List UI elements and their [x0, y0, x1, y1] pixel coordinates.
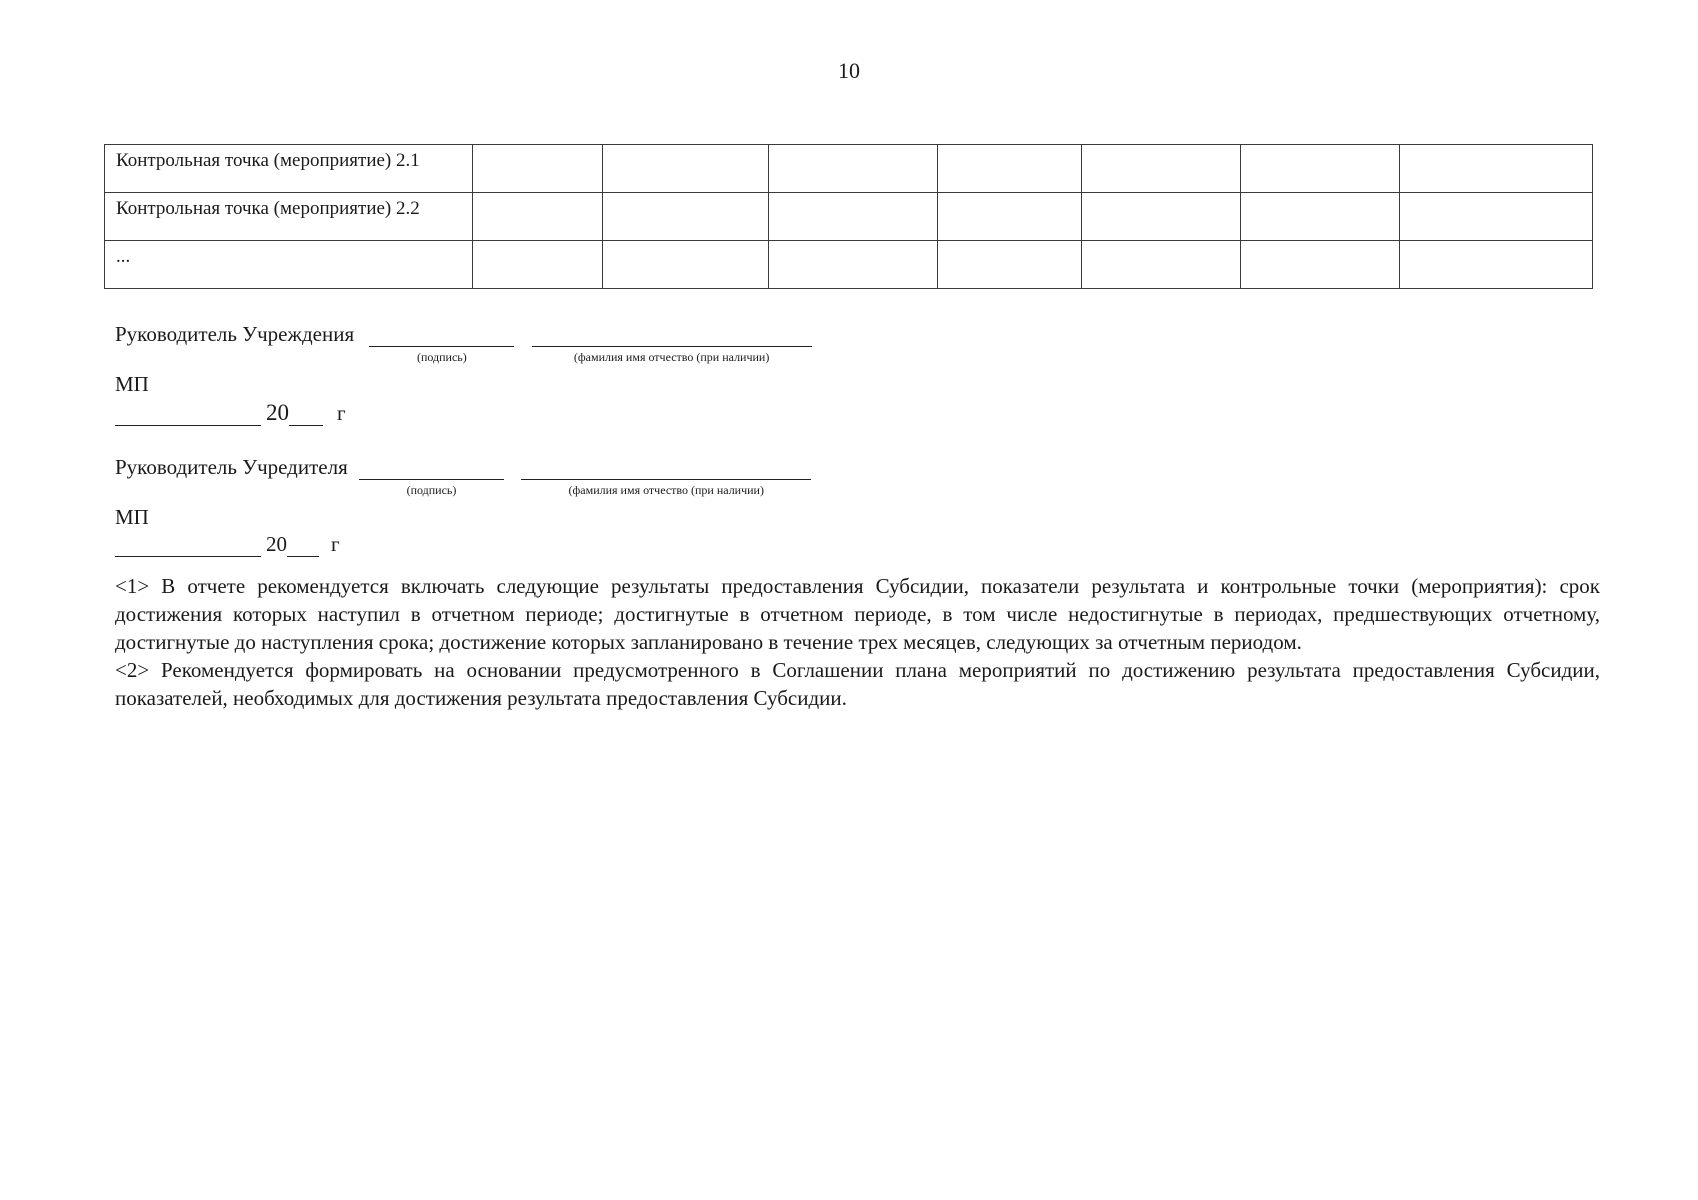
signature-blank — [359, 461, 504, 497]
signature-caption: (подпись) — [406, 483, 457, 497]
date-year-blank — [287, 536, 319, 557]
table-cell — [603, 145, 769, 193]
stamp-mark: МП — [115, 372, 149, 396]
table-cell — [1241, 241, 1400, 289]
table-cell — [1400, 241, 1593, 289]
footnotes — [115, 572, 1600, 712]
table-cell — [473, 193, 603, 241]
row-label-cell: Контрольная точка (мероприятие) 2.2 — [105, 193, 473, 241]
name-blank — [532, 328, 812, 364]
signature-label: Руководитель Учредителя — [115, 455, 348, 479]
table-cell — [938, 193, 1082, 241]
table-cell — [1082, 241, 1241, 289]
table-cell — [769, 241, 938, 289]
row-label-cell: ... — [105, 241, 473, 289]
date-suffix: г — [337, 401, 346, 425]
row-label-cell: Контрольная точка (мероприятие) 2.1 — [105, 145, 473, 193]
date-suffix: г — [331, 532, 340, 556]
name-blank — [521, 461, 811, 497]
table-cell — [1082, 145, 1241, 193]
date-year-prefix: 20 — [266, 532, 287, 556]
date-year-blank — [289, 403, 323, 426]
footnote-1: <1> В отчете рекомендуется включать следующие результаты предоставления Субсидии, показатели результата и контрольные точки (мероприятия): срок достижения которых наступил в отчетном периоде; достигнутые в отчетном периоде, в том числе недостигнутые в периодах, предшествующих отчетному, достигнутые до наступления срока; достижение которых запланировано в течение трех месяцев, следующих за отчетным периодом. — [115, 574, 1600, 654]
table-cell — [1082, 193, 1241, 241]
report-table — [104, 144, 1593, 289]
page-number: 10 — [838, 58, 860, 83]
name-caption: (фамилия имя отчество (при наличии) — [573, 350, 770, 364]
table-cell — [1400, 145, 1593, 193]
table-cell — [938, 145, 1082, 193]
table-row — [105, 145, 1593, 193]
date-year-prefix: 20 — [266, 400, 289, 425]
table-cell — [603, 193, 769, 241]
signature-caption: (подпись) — [416, 350, 467, 364]
date-day-blank — [115, 536, 261, 557]
signature-row-founder — [115, 455, 811, 497]
date-day-blank — [115, 403, 261, 426]
table-cell — [1400, 193, 1593, 241]
table-cell — [473, 241, 603, 289]
table-cell — [938, 241, 1082, 289]
table-cell — [769, 193, 938, 241]
signature-blank — [369, 328, 514, 364]
footnote-2: <2> Рекомендуется формировать на основании предусмотренного в Соглашении плана мероприятий по достижению результата предоставления Субсидии, показателей, необходимых для достижения результата предоставления Субсидии. — [115, 658, 1600, 710]
date-row — [115, 532, 340, 557]
date-row — [115, 400, 346, 426]
stamp-mark: МП — [115, 505, 149, 529]
table-row — [105, 241, 1593, 289]
signature-row-institution — [115, 322, 812, 364]
table-cell — [1241, 145, 1400, 193]
signature-label: Руководитель Учреждения — [115, 322, 355, 346]
table-cell — [1241, 193, 1400, 241]
table-cell — [603, 241, 769, 289]
table-cell — [769, 145, 938, 193]
table-cell — [473, 145, 603, 193]
name-caption: (фамилия имя отчество (при наличии) — [568, 483, 764, 497]
table-row — [105, 193, 1593, 241]
